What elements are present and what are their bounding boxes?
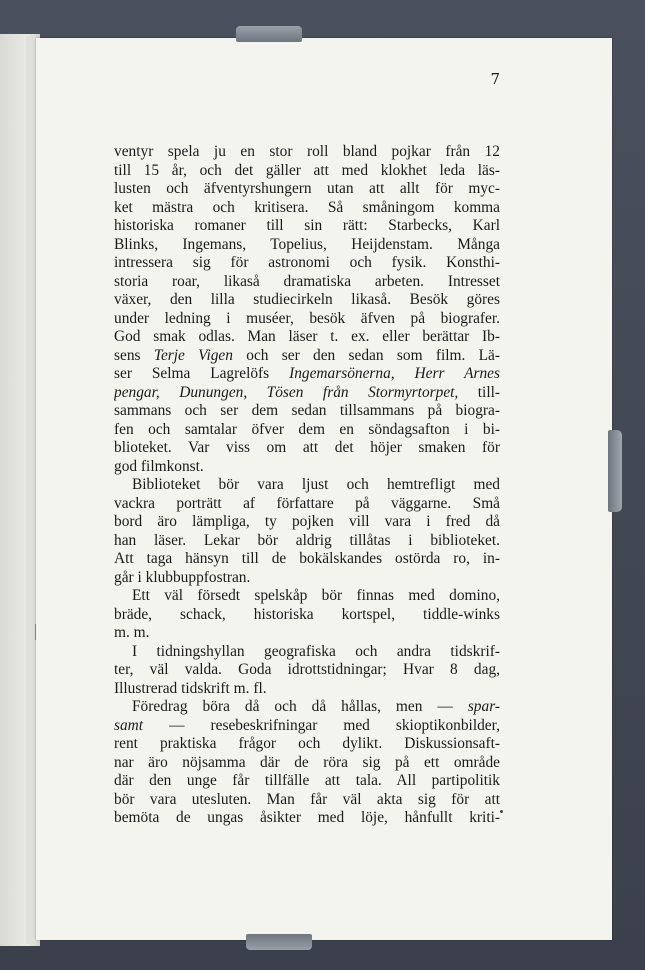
- text-run: Föredrag böra då och då hållas, men —: [132, 698, 468, 715]
- page-stack-edge: [26, 36, 36, 944]
- side-clamp: [608, 430, 622, 512]
- text-line: intressera sig för astronomi och fysik. Konsthi-: [114, 254, 500, 271]
- text-line: m. m.: [114, 624, 150, 641]
- body-text: [114, 143, 500, 828]
- text-line: han läser. Lekar bör aldrig tillåtas i biblioteket.: [114, 531, 500, 549]
- text-line: fen och samtalar öfver dem en söndagsafton i bi-: [114, 420, 500, 438]
- text-run: till-: [458, 383, 500, 401]
- text-line: storia roar, likaså dramatiska arbeten. Intresset: [114, 272, 500, 290]
- text-line: går i klubbuppfostran.: [114, 568, 251, 586]
- text-line: nar äro nöjsamma där de röra sig på ett område: [114, 753, 500, 771]
- text-line: [114, 347, 500, 366]
- italic-title: Ingemarsönerna, Herr Arnes: [289, 365, 500, 382]
- italic-title: pengar, Dunungen, Tösen från Stormyrtorpet,: [114, 383, 459, 401]
- page-number: 7: [490, 70, 500, 88]
- text-line: där den unge får tillfälle att tala. All partipolitik: [114, 772, 500, 789]
- text-line: Illustrerad tidskrift m. fl.: [114, 679, 267, 697]
- text-run: sens: [114, 346, 154, 364]
- text-line: vackra porträtt af författare på väggarne. Små: [114, 494, 500, 512]
- text-line: [114, 717, 500, 736]
- top-clamp: [236, 26, 302, 42]
- text-line: blioteket. Var viss om att det höjer smaken för: [114, 439, 500, 456]
- text-line: [114, 698, 500, 717]
- text-line: I tidningshyllan geografiska och andra tidskrif-: [132, 642, 500, 660]
- italic-title: Terje Vigen: [153, 346, 233, 364]
- margin-mark: [35, 624, 42, 640]
- bottom-clamp: [246, 934, 312, 950]
- text-line: ventyr spela ju en stor roll bland pojkar från 12: [114, 143, 500, 160]
- text-line: historiska romaner till sin rätt: Starbecks, Karl: [114, 217, 500, 234]
- text-run: och ser den sedan som film. Lä-: [232, 346, 500, 364]
- text-line: [114, 365, 500, 384]
- text-line: God smak odlas. Man läser t. ex. eller berättar Ib-: [114, 328, 500, 345]
- speck-mark: [500, 810, 503, 813]
- text-line: sammans och ser dem sedan tillsammans på biogra-: [114, 402, 500, 419]
- text-line: lusten och äfventyrshungern utan att allt för myc-: [114, 180, 500, 197]
- italic-title: samt: [114, 716, 144, 734]
- text-line: god filmkonst.: [114, 457, 204, 475]
- text-line: rent praktiska frågor och dylikt. Diskussionsaft-: [114, 735, 500, 752]
- text-line: ket mästra och kritisera. Så småningom komma: [114, 198, 500, 216]
- text-line: Ett väl försedt spelskåp bör finnas med domino,: [132, 587, 500, 604]
- text-line: bräde, schack, historiska kortspel, tiddle-winks: [114, 605, 500, 623]
- italic-title: spar-: [467, 698, 500, 715]
- text-line: under ledning i muséer, besök äfven på biografer.: [114, 309, 500, 327]
- text-line: [114, 384, 500, 403]
- text-line: till 15 år, och det gäller att med klokhet leda läs-: [114, 161, 500, 179]
- text-run: — resebeskrifningar med skioptikonbilder,: [143, 716, 500, 734]
- text-line: växer, den lilla studiecirkeln likaså. Besök göres: [114, 291, 500, 308]
- text-line: Blinks, Ingemans, Topelius, Heijdenstam. Många: [114, 235, 500, 253]
- text-line: bord äro lämpliga, ty pojken vill vara i fred då: [114, 513, 500, 530]
- text-line: bemöta de ungas åsikter med löje, hånfullt kriti-: [114, 809, 500, 826]
- text-line: Att taga hänsyn till de bokälskandes ostörda ro, in-: [114, 550, 500, 567]
- text-line: Biblioteket bör vara ljust och hemtrefligt med: [132, 476, 500, 493]
- text-line: bör vara utesluten. Man får väl akta sig för att: [114, 790, 500, 808]
- text-line: ter, väl valda. Goda idrottstidningar; Hvar 8 dag,: [114, 661, 500, 678]
- text-run: ser Selma Lagrelöfs: [114, 365, 290, 382]
